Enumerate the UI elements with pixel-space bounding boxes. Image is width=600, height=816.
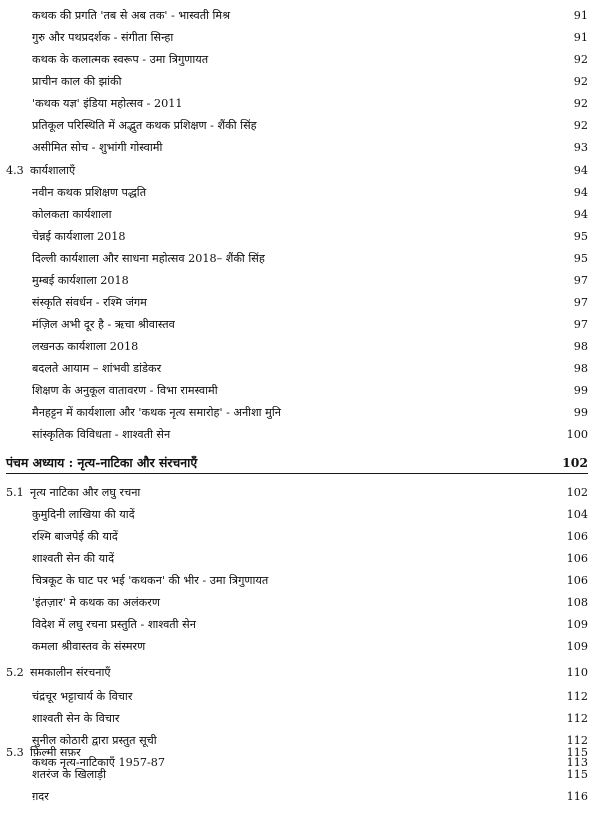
toc-entry (0, 686, 600, 708)
entry-page: 94 (573, 208, 588, 221)
section-page: 102 (566, 486, 588, 499)
toc-entry (0, 786, 600, 808)
toc-entry (0, 526, 600, 548)
toc-section-5-3 (0, 742, 600, 764)
entry-page: 98 (573, 340, 588, 353)
entry-page: 91 (573, 31, 588, 44)
toc-entry (0, 336, 600, 358)
section-number: 5.3 (6, 746, 24, 759)
entry-page: 91 (573, 9, 588, 22)
toc-entry (0, 115, 600, 137)
chapter-underline (6, 473, 588, 474)
entry-page: 97 (573, 274, 588, 287)
entry-title: गुरु और पथप्रदर्शक - संगीता सिन्हा (32, 31, 174, 44)
entry-title: चंद्रचूर भट्टाचार्य के विचार (32, 690, 133, 703)
toc-entry (0, 314, 600, 336)
entry-page: 100 (566, 428, 588, 441)
entry-title: 'इंतज़ार' मे कथक का अलंकरण (32, 596, 160, 609)
entry-page: 95 (573, 230, 588, 243)
toc-entry (0, 548, 600, 570)
entry-page: 106 (566, 574, 588, 587)
toc-section-5-1 (0, 482, 600, 504)
toc-entry (0, 71, 600, 93)
section-page: 115 (566, 746, 588, 759)
chapter-page: 102 (562, 455, 588, 470)
toc-entry (0, 592, 600, 614)
toc-entry (0, 358, 600, 380)
entry-title: 'कथक यज्ञ' इंडिया महोत्सव - 2011 (32, 97, 183, 110)
entry-title: दिल्ली कार्यशाला और साधना महोत्सव 2018– शैंकी सिंह (32, 252, 265, 265)
entry-title: चित्रकूट के घाट पर भई 'कथकन' की भीर - उमा त्रिगुणायत (32, 574, 269, 587)
toc-entry (0, 182, 600, 204)
toc-entry (0, 226, 600, 248)
entry-page: 116 (566, 790, 588, 803)
toc-entry (0, 570, 600, 592)
entry-page: 109 (566, 640, 588, 653)
entry-title: शाश्वती सेन के विचार (32, 712, 120, 725)
toc-entry (0, 292, 600, 314)
entry-title: सांस्कृतिक विविधता - शाश्वती सेन (32, 428, 171, 441)
entry-title: चेन्नई कार्यशाला 2018 (32, 230, 126, 243)
entry-page: 97 (573, 296, 588, 309)
entry-title: कथक की प्रगति 'तब से अब तक' - भास्वती मिश्र (32, 9, 231, 22)
entry-page: 106 (566, 530, 588, 543)
entry-page: 108 (566, 596, 588, 609)
entry-page: 106 (566, 552, 588, 565)
entry-title: शतरंज के खिलाड़ी (32, 768, 106, 781)
entry-title: प्रतिकूल परिस्थिति में अद्भुत कथक प्रशिक्षण - शैंकी सिंह (32, 119, 257, 132)
entry-page: 115 (566, 768, 588, 781)
entry-page: 112 (566, 734, 588, 747)
section-title: कार्यशालाएँ (30, 164, 76, 177)
entry-title: संस्कृति संवर्धन - रश्मि जंगम (32, 296, 147, 309)
entry-title: शाश्वती सेन की यादें (32, 552, 115, 565)
entry-title: बदलते आयाम – शांभवी डांडेकर (32, 362, 162, 375)
toc-entry (0, 204, 600, 226)
entry-title: सुनील कोठारी द्वारा प्रस्तुत सूची (32, 734, 157, 747)
entry-page: 94 (573, 186, 588, 199)
section-title: फ़िल्मी सफ़र (30, 746, 81, 759)
entry-page: 97 (573, 318, 588, 331)
toc-entry (0, 5, 600, 27)
entry-page: 92 (573, 97, 588, 110)
entry-title: विदेश में लघु रचना प्रस्तुति - शाश्वती सेन (32, 618, 196, 631)
entry-page: 92 (573, 75, 588, 88)
toc-entry (0, 708, 600, 730)
entry-page: 112 (566, 712, 588, 725)
toc-entry (0, 380, 600, 402)
section-number: 4.3 (6, 164, 24, 177)
entry-page: 113 (566, 756, 588, 769)
entry-page: 112 (566, 690, 588, 703)
entry-title: लखनऊ कार्यशाला 2018 (32, 340, 139, 353)
section-page: 110 (566, 666, 588, 679)
entry-title: नवीन कथक प्रशिक्षण पद्धति (32, 186, 147, 199)
entry-title: कथक नृत्य-नाटिकाएँ 1957-87 (32, 756, 165, 769)
section-number: 5.2 (6, 666, 24, 679)
toc-section-5-2 (0, 662, 600, 684)
entry-title: कमला श्रीवास्तव के संस्मरण (32, 640, 146, 653)
toc-entry (0, 614, 600, 636)
toc-entry (0, 636, 600, 658)
entry-page: 109 (566, 618, 588, 631)
entry-page: 95 (573, 252, 588, 265)
section-page: 94 (573, 164, 588, 177)
entry-page: 99 (573, 384, 588, 397)
entry-title: प्राचीन काल की झांकी (32, 75, 122, 88)
entry-page: 98 (573, 362, 588, 375)
entry-title: शिक्षण के अनुकूल वातावरण - विभा रामस्वामी (32, 384, 218, 397)
toc-entry (0, 270, 600, 292)
toc-entry (0, 424, 600, 446)
toc-entry (0, 93, 600, 115)
entry-page: 92 (573, 119, 588, 132)
entry-page: 99 (573, 406, 588, 419)
toc-entry (0, 248, 600, 270)
entry-title: मंज़िल अभी दूर है - ऋचा श्रीवास्तव (32, 318, 175, 331)
section-number: 5.1 (6, 486, 24, 499)
toc-section-4-3 (0, 160, 600, 182)
entry-page: 104 (566, 508, 588, 521)
entry-title: मैनहट्टन में कार्यशाला और 'कथक नृत्य समारोह' - अनीशा मुनि (32, 406, 281, 419)
entry-title: रश्मि बाजपेई की यादें (32, 530, 118, 543)
section-title: नृत्य नाटिका और लघु रचना (30, 486, 141, 499)
toc-entry (0, 764, 600, 786)
entry-title: कथक के कलात्मक स्वरूप - उमा त्रिगुणायत (32, 53, 209, 66)
chapter-title: पंचम अध्याय : नृत्य-नाटिका और संरचनाएँ (6, 455, 198, 470)
entry-page: 93 (573, 141, 588, 154)
section-title: समकालीन संरचनाएँ (30, 666, 111, 679)
toc-chapter-5 (0, 452, 600, 474)
toc-entry (0, 402, 600, 424)
entry-page: 92 (573, 53, 588, 66)
entry-title: असीमित सोच - शुभांगी गोस्वामी (32, 141, 163, 154)
toc-entry (0, 137, 600, 159)
toc-entry (0, 504, 600, 526)
toc-entry (0, 27, 600, 49)
toc-entry (0, 49, 600, 71)
entry-title: कोलकता कार्यशाला (32, 208, 112, 221)
entry-title: मुम्बई कार्यशाला 2018 (32, 274, 129, 287)
entry-title: कुमुदिनी लाखिया की यादें (32, 508, 135, 521)
entry-title: ग़दर (32, 790, 49, 803)
